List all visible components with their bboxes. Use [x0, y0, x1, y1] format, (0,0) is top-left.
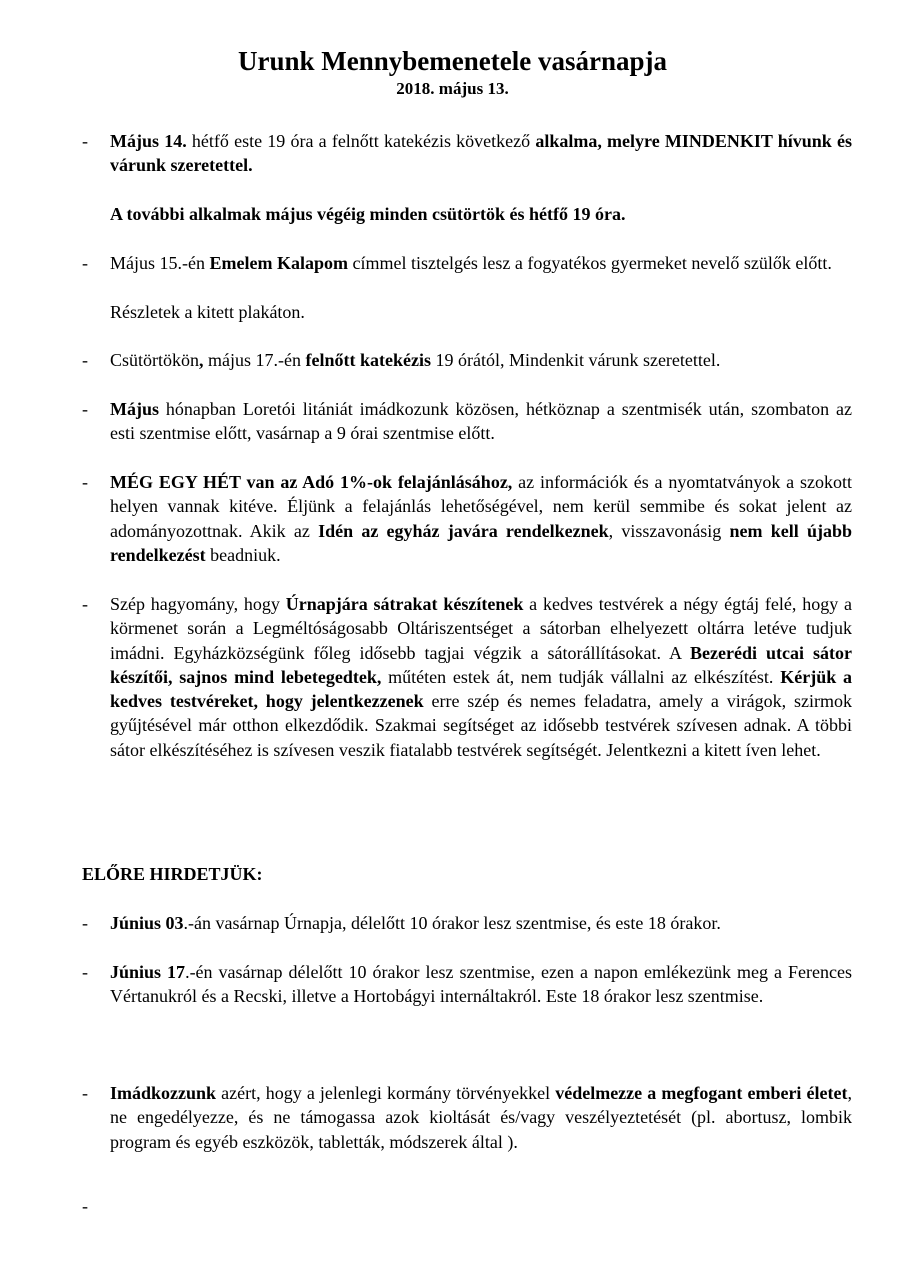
bullet-dash: - — [82, 913, 88, 933]
bullet-dash: - — [82, 253, 88, 273]
bold-text-run: Május 14. — [110, 131, 187, 151]
upcoming-text — [110, 1081, 852, 1154]
bold-text-run: Május — [110, 399, 159, 419]
text-run: .-án vasárnap Úrnapja, délelőtt 10 órakor lesz szentmise, és este 18 órakor. — [183, 913, 721, 933]
bold-text-run: A további alkalmak május végéig minden csütörtök és hétfő 19 óra. — [110, 204, 626, 224]
bullet-dash: - — [82, 350, 88, 370]
bold-text-run: alkalma, melyre MINDENKIT hívunk és várunk szeretettel. — [110, 131, 852, 176]
bold-text-run: Június 03 — [110, 913, 184, 933]
bullet-dash: - — [82, 472, 88, 492]
bold-text-run: védelmezze a megfogant emberi életet — [555, 1083, 848, 1103]
text-run: címmel tisztelgés lesz a fogyatékos gyermeket nevelő szülők előtt. — [347, 253, 832, 273]
bullet-dash: - — [82, 594, 88, 614]
page-title: Urunk Mennybemenetele vasárnapja — [238, 46, 667, 76]
upcoming-text — [110, 911, 852, 935]
text-run: hétfő este 19 óra a felnőtt katekézis következő — [186, 131, 536, 151]
bullet-dash: - — [82, 131, 88, 151]
announcement-text — [110, 348, 852, 372]
bold-text-run: Imádkozzunk — [110, 1083, 217, 1103]
text-run: május 17.-én — [203, 350, 306, 370]
section-heading: ELŐRE HIRDETJÜK: — [82, 864, 263, 884]
bold-text-run: Bezerédi utcai sátor készítői, sajnos mind lebetegedtek, — [110, 642, 852, 687]
bold-text-run: Kérjük a kedves testvéreket, hogy jelentkezzenek — [110, 666, 852, 712]
text-run: az információk és a nyomtatványok a szokott helyen vannak kitéve. Éljünk a felajánlás lehetőségével, nem kerül semmibe és sokat jelent az adományozottnak. Akik az — [110, 472, 852, 541]
bullet-dash: - — [82, 1083, 88, 1103]
announcement-text — [110, 202, 852, 226]
text-run: Szép hagyomány, hogy — [110, 594, 286, 614]
text-run: a kedves testvérek a négy égtáj felé, hogy a körmenet során a Legméltóságosabb Oltáriszentséget a sátorban elhelyezett oltárra letéve tudjuk imádni. Egyházközségünk főleg idősebb tagjai végzik a sátorállításokat. A — [110, 594, 852, 663]
text-run: műtéten estek át, nem tudják vállalni az elkészítést. — [381, 666, 781, 687]
page-date: 2018. május 13. — [396, 79, 509, 98]
text-run: beadniuk. — [205, 544, 281, 565]
announcement-text — [110, 251, 852, 275]
bold-text-run: , — [199, 350, 204, 370]
bold-text-run: Emelem Kalapom — [209, 253, 348, 273]
announcement-text — [110, 397, 852, 446]
bullet-dash: - — [82, 1196, 88, 1216]
bold-text-run: nem kell újabb rendelkezést — [110, 520, 852, 565]
text-run: Május 15.-én — [110, 253, 210, 273]
text-run: erre szép és nemes feladatra, amely a virágok, szirmok gyűjtésével már otthon elkezdődik. Szakmai segítséget az idősebb testvérek szívesen adnak. A többi sátor elkészítéséhez is szívesen veszik fiatalabb testvérek segítségét. Jelentkezni a kitett íven lehet. — [110, 691, 853, 760]
announcement-text — [110, 129, 852, 178]
bold-text-run: Úrnapjára sátrakat készítenek — [285, 594, 524, 614]
bold-text-run: MÉG EGY HÉT van az Adó 1%-ok felajánlásához, — [110, 472, 513, 492]
announcement-extra: Részletek a kitett plakáton. — [110, 302, 305, 322]
text-run: , ne engedélyezze, és ne támogassa azok kioltását és/vagy veszélyeztetését (pl. abortusz, lombik program és egyéb eszközök, tabletták, módszerek által ). — [110, 1083, 853, 1152]
upcoming-text — [110, 960, 852, 1009]
bold-text-run: felnőtt katekézis — [305, 350, 431, 370]
text-run: azért, hogy a jelenlegi kormány törvényekkel — [216, 1083, 556, 1103]
text-run: 19 órától, Mindenkit várunk szeretettel. — [430, 350, 721, 370]
announcement-text — [110, 470, 852, 567]
bullet-dash: - — [82, 962, 88, 982]
bullet-dash: - — [82, 399, 88, 419]
text-run: hónapban Loretói litániát imádkozunk közösen, hétköznap a szentmisék után, szombaton az esti szentmise előtt, vasárnap a 9 órai szentmise előtt. — [110, 399, 852, 444]
text-run: , visszavonásig — [608, 520, 730, 541]
bold-text-run: Június 17 — [110, 962, 186, 982]
bold-text-run: Idén az egyház javára rendelkeznek — [318, 520, 609, 541]
announcement-text — [110, 592, 852, 762]
text-run: .-én vasárnap délelőtt 10 órakor lesz szentmise, ezen a napon emlékezünk meg a Ferences Vértanukról és a Recski, illetve a Hortobágyi internáltakról. Este 18 órakor lesz szentmise. — [110, 962, 852, 1007]
text-run: Csütörtökön — [110, 350, 200, 370]
